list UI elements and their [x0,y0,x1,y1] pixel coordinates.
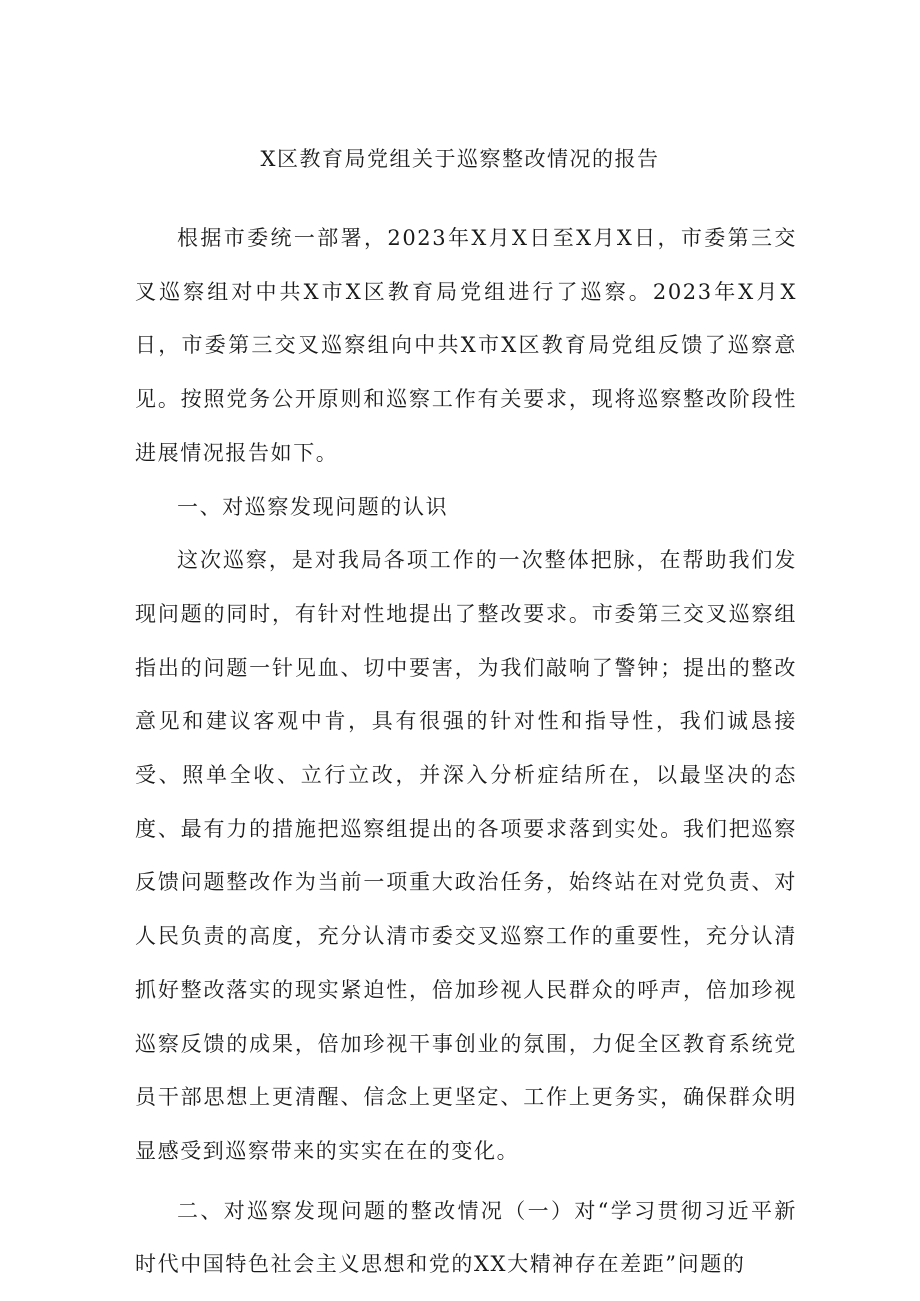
section-heading-2: 二、对巡察发现问题的整改情况（一）对“学习贯彻习近平新时代中国特色社会主义思想和党的XX大精神存在差距”问题的 [135,1198,797,1277]
document-body [135,212,797,1292]
intro-paragraph: 根据市委统一部署，2023年X月X日至X月X日，市委第三交叉巡察组对中共X市X区教育局党组进行了巡察。2023年X月X日，市委第三交叉巡察组向中共X市X区教育局党组反馈了巡察意见。按照党务公开原则和巡察工作有关要求，现将巡察整改阶段性进展情况报告如下。 [135,226,797,465]
section-1-paragraph: 这次巡察，是对我局各项工作的一次整体把脉，在帮助我们发现问题的同时，有针对性地提出了整改要求。市委第三交叉巡察组指出的问题一针见血、切中要害，为我们敲响了警钟；提出的整改意见和建议客观中肯，具有很强的针对性和指导性，我们诚恳接受、照单全收、立行立改，并深入分析症结所在，以最坚决的态度、最有力的措施把巡察组提出的各项要求落到实处。我们把巡察反馈问题整改作为当前一项重大政治任务，始终站在对党负责、对人民负责的高度，充分认清市委交叉巡察工作的重要性，充分认清抓好整改落实的现实紧迫性，倍加珍视人民群众的呼声，倍加珍视巡察反馈的成果，倍加珍视干事创业的氛围，力促全区教育系统党员干部思想上更清醒、信念上更坚定、工作上更务实，确保群众明显感受到巡察带来的实实在在的变化。 [135,548,797,1163]
document-title: X区教育局党组关于巡察整改情况的报告 [260,147,660,171]
section-heading-1: 一、对巡察发现问题的认识 [177,494,449,519]
